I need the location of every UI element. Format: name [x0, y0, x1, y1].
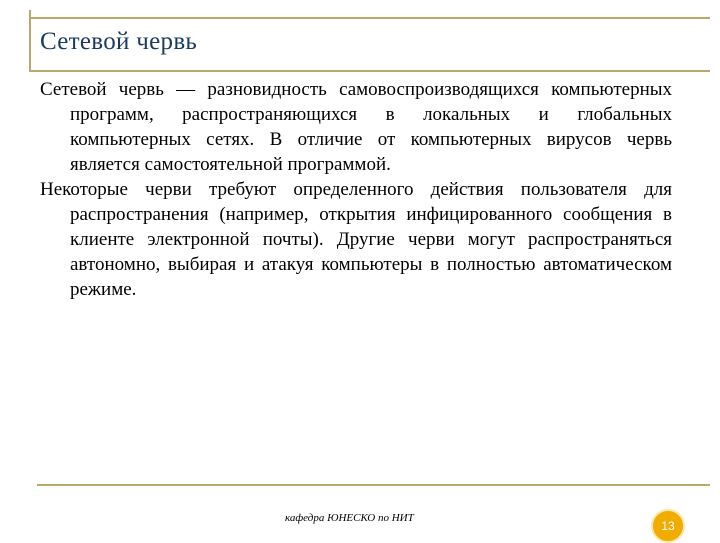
title-vertical-rule [29, 10, 31, 72]
paragraph-spread: Некоторые черви требуют определенного действия пользователя для распространения (например, открытия инфицированного сообщения в клиенте электронной почты). Другие черви могут распространяться автономно, выбирая и атакуя компьютеры в полностью автоматическом режиме. [40, 179, 672, 300]
page-number-badge: 13 [651, 509, 685, 543]
slide-title: Сетевой червь [40, 28, 198, 55]
paragraph-definition: Сетевой червь — разновидность самовоспроизводящихся компьютерных программ, распространяющихся в локальных и глобальных компьютерных сетях. В отличие от компьютерных вирусов червь является самостоятельной программой. [40, 79, 672, 175]
title-bottom-rule [29, 70, 710, 72]
slide-body [40, 77, 672, 302]
footer-text: кафедра ЮНЕСКО по НИТ [285, 512, 414, 524]
footer-rule [37, 484, 710, 486]
title-top-rule [29, 17, 710, 19]
